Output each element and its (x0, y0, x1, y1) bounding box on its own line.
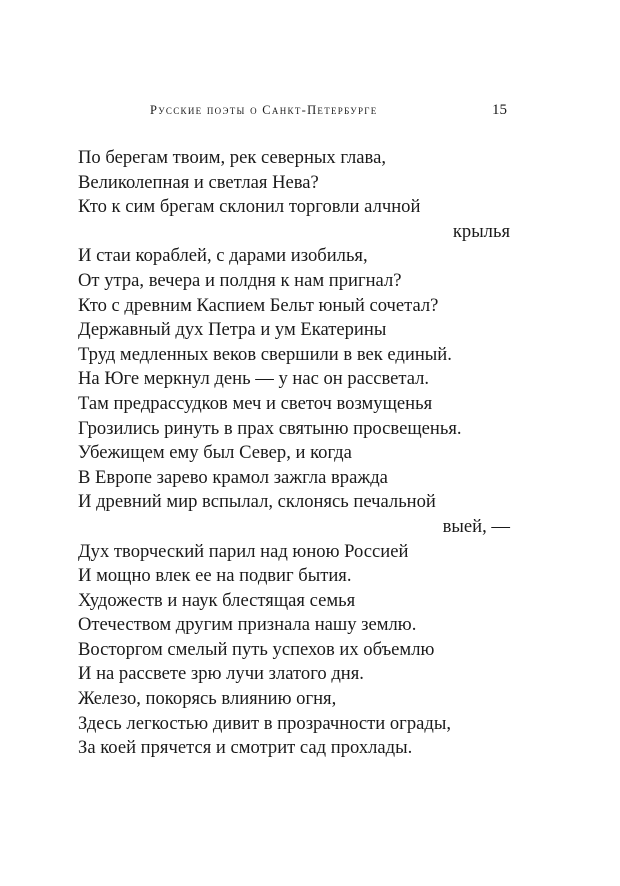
poem-line: Дух творческий парил над юною Россией (78, 540, 409, 562)
poem-line: Державный дух Петра и ум Екатерины (78, 319, 387, 341)
poem-line: Кто с древним Каспием Бельт юный сочетал? (78, 294, 439, 316)
poem-line: И древний мир вспылал, склонясь печальной (78, 491, 436, 513)
poem-line: Там предрассудков меч и светоч возмущенья (78, 392, 433, 414)
poem-line: Железо, покорясь влиянию огня, (78, 688, 337, 710)
poem-line: За коей прячется и смотрит сад прохлады. (78, 737, 413, 759)
poem-line: Здесь легкостью дивит в прозрачности ограды, (78, 712, 451, 734)
poem-body (78, 146, 510, 761)
poem-line: Художеств и наук блестящая семья (78, 589, 356, 611)
poem-line: Отечеством другим признала нашу землю. (78, 614, 417, 636)
poem-line: Труд медленных веков свершили в век единый. (78, 343, 452, 365)
poem-line: Великолепная и светлая Нева? (78, 171, 319, 193)
poem-line: По берегам твоим, рек северных глава, (78, 147, 386, 168)
poem-line: И стаи кораблей, с дарами изобилья, (78, 245, 368, 267)
page-number: 15 (492, 102, 507, 118)
poem-line: Грозились ринуть в прах святыню просвещенья. (78, 417, 462, 439)
poem-line: Восторгом смелый путь успехов их объемлю (78, 638, 435, 660)
poem-line: Кто к сим брегам склонил торговли алчной (78, 196, 421, 218)
poem-line: выей, — (442, 515, 510, 537)
poem-line: крылья (452, 220, 510, 242)
poem-line: Убежищем ему был Север, и когда (78, 442, 352, 464)
poem-line: И на рассвете зрю лучи златого дня. (78, 663, 364, 685)
poem-line: И мощно влек ее на подвиг бытия. (78, 565, 352, 587)
running-title: Русские поэты о Санкт-Петербурге (150, 103, 378, 117)
poem-line: В Европе зарево крамол зажгла вражда (78, 466, 388, 488)
poem-line: На Юге меркнул день — у нас он рассветал. (78, 368, 430, 390)
poem-line: От утра, вечера и полдня к нам пригнал? (78, 269, 402, 291)
